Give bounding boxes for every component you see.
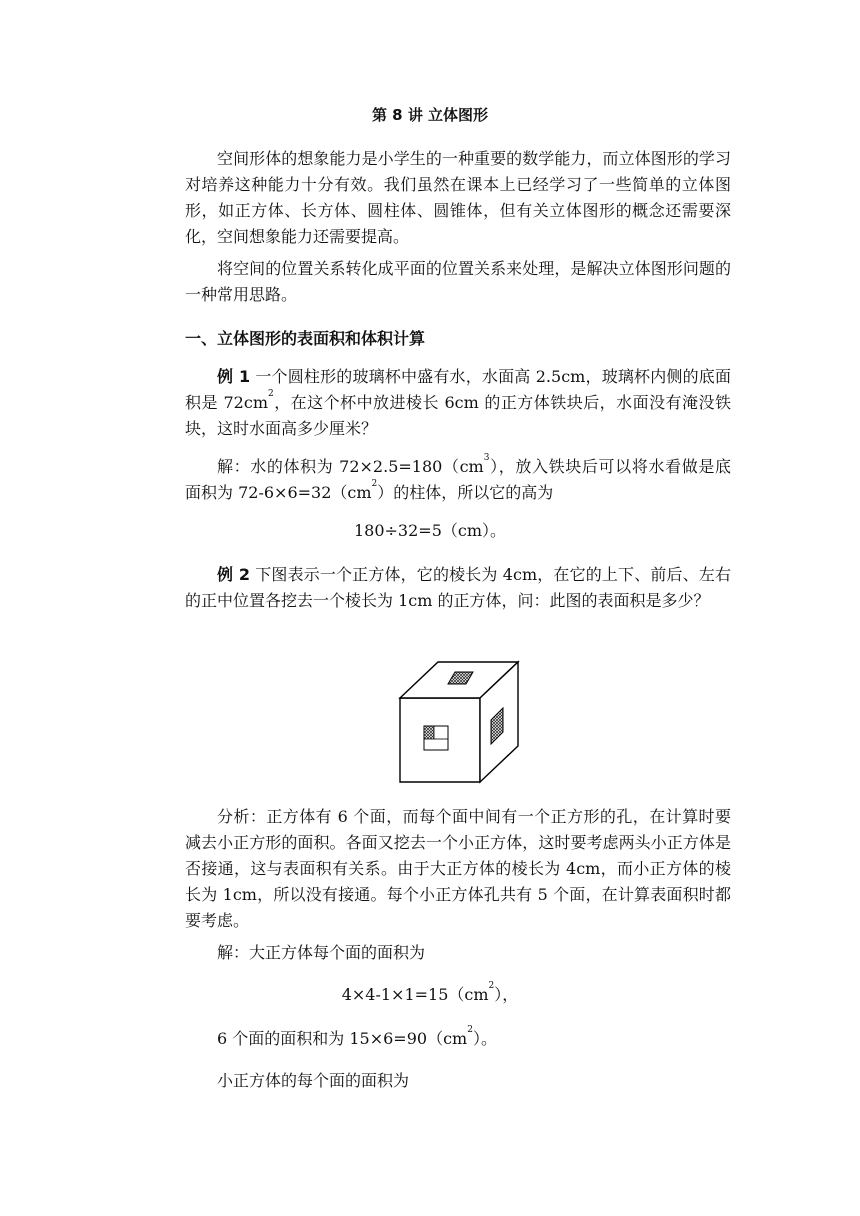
example-1 — [185, 364, 731, 442]
solution-2-equation-2 — [217, 1026, 497, 1049]
example-2-text: 下图表示一个正方体，它的棱长为 4cm，在它的上下、前后、左右的正中位置各挖去一个棱长为 1cm 的正方体，问：此图的表面积是多少？ — [185, 565, 731, 610]
example-1-sup: 2 — [268, 389, 274, 399]
example-2 — [185, 562, 731, 614]
section-heading: 一、立体图形的表面积和体积计算 — [185, 329, 426, 348]
cube-figure — [398, 660, 520, 784]
eq1-tail: ）， — [494, 985, 519, 1004]
example-1-label: 例 1 — [217, 367, 251, 386]
solution-2-intro: 解：大正方体每个面的面积为 — [217, 943, 426, 962]
solution-1-text-b: ），放入铁块后可以将水看做是底面积为 72-6×6=32（cm — [185, 457, 731, 502]
example-1-text-a: 一个圆柱形的玻璃杯中盛有水，水面高 2.5cm，玻璃杯内侧的底面积是 72cm — [185, 367, 731, 412]
intro-paragraph-2: 将空间的位置关系转化成平面的位置关系来处理，是解决立体图形问题的一种常用思路。 — [185, 259, 731, 304]
eq2-sup: 2 — [467, 1025, 473, 1035]
eq2-text: 6 个面的面积和为 15×6=90（cm — [217, 1029, 468, 1048]
solution-1-sup-a: 3 — [483, 453, 490, 463]
solution-2-next: 小正方体的每个面的面积为 — [217, 1071, 410, 1090]
eq2-tail: ）。 — [472, 1029, 497, 1048]
front-hole-shade — [424, 726, 434, 739]
solution-1-result: 180÷32=5（cm）。 — [353, 521, 507, 540]
example-1-text-b: ，在这个杯中放进棱长 6cm 的正方体铁块后，水面没有淹没铁块，这时水面高多少厘米？ — [185, 393, 731, 438]
solution-1-text-a: 解：水的体积为 72×2.5=180（cm — [217, 457, 484, 476]
solution-2-equation-1 — [0, 982, 860, 1005]
intro-paragraph: 空间形体的想象能力是小学生的一种重要的数学能力，而立体图形的学习对培养这种能力十分有效。我们虽然在课本上已经学习了一些简单的立体图形，如正方体、长方体、圆柱体、圆锥体，但有关立体图形的概念还需要深化，空间想象能力还需要提高。 — [185, 149, 731, 246]
eq1-text: 4×4-1×1=15（cm — [341, 985, 489, 1004]
analysis-paragraph: 分析：正方体有 6 个面，而每个面中间有一个正方形的孔，在计算时要减去小正方形的面积。各面又挖去一个小正方体，这时要考虑两头小正方体是否接通，这与表面积有关系。由于大正方体的棱长为 4cm，而小正方体的棱长为 1cm，所以没有接通。每个小正方体孔共有 5 个面，在计算表面积时都要考虑。 — [185, 807, 731, 930]
solution-1-text-c: ）的柱体，所以它的高为 — [377, 483, 554, 502]
solution-1-sup-b: 2 — [371, 479, 378, 489]
eq1-sup: 2 — [488, 981, 495, 991]
solution-1 — [185, 454, 731, 506]
page-title: 第 8 讲 立体图形 — [371, 106, 489, 124]
example-2-label: 例 2 — [217, 565, 251, 584]
